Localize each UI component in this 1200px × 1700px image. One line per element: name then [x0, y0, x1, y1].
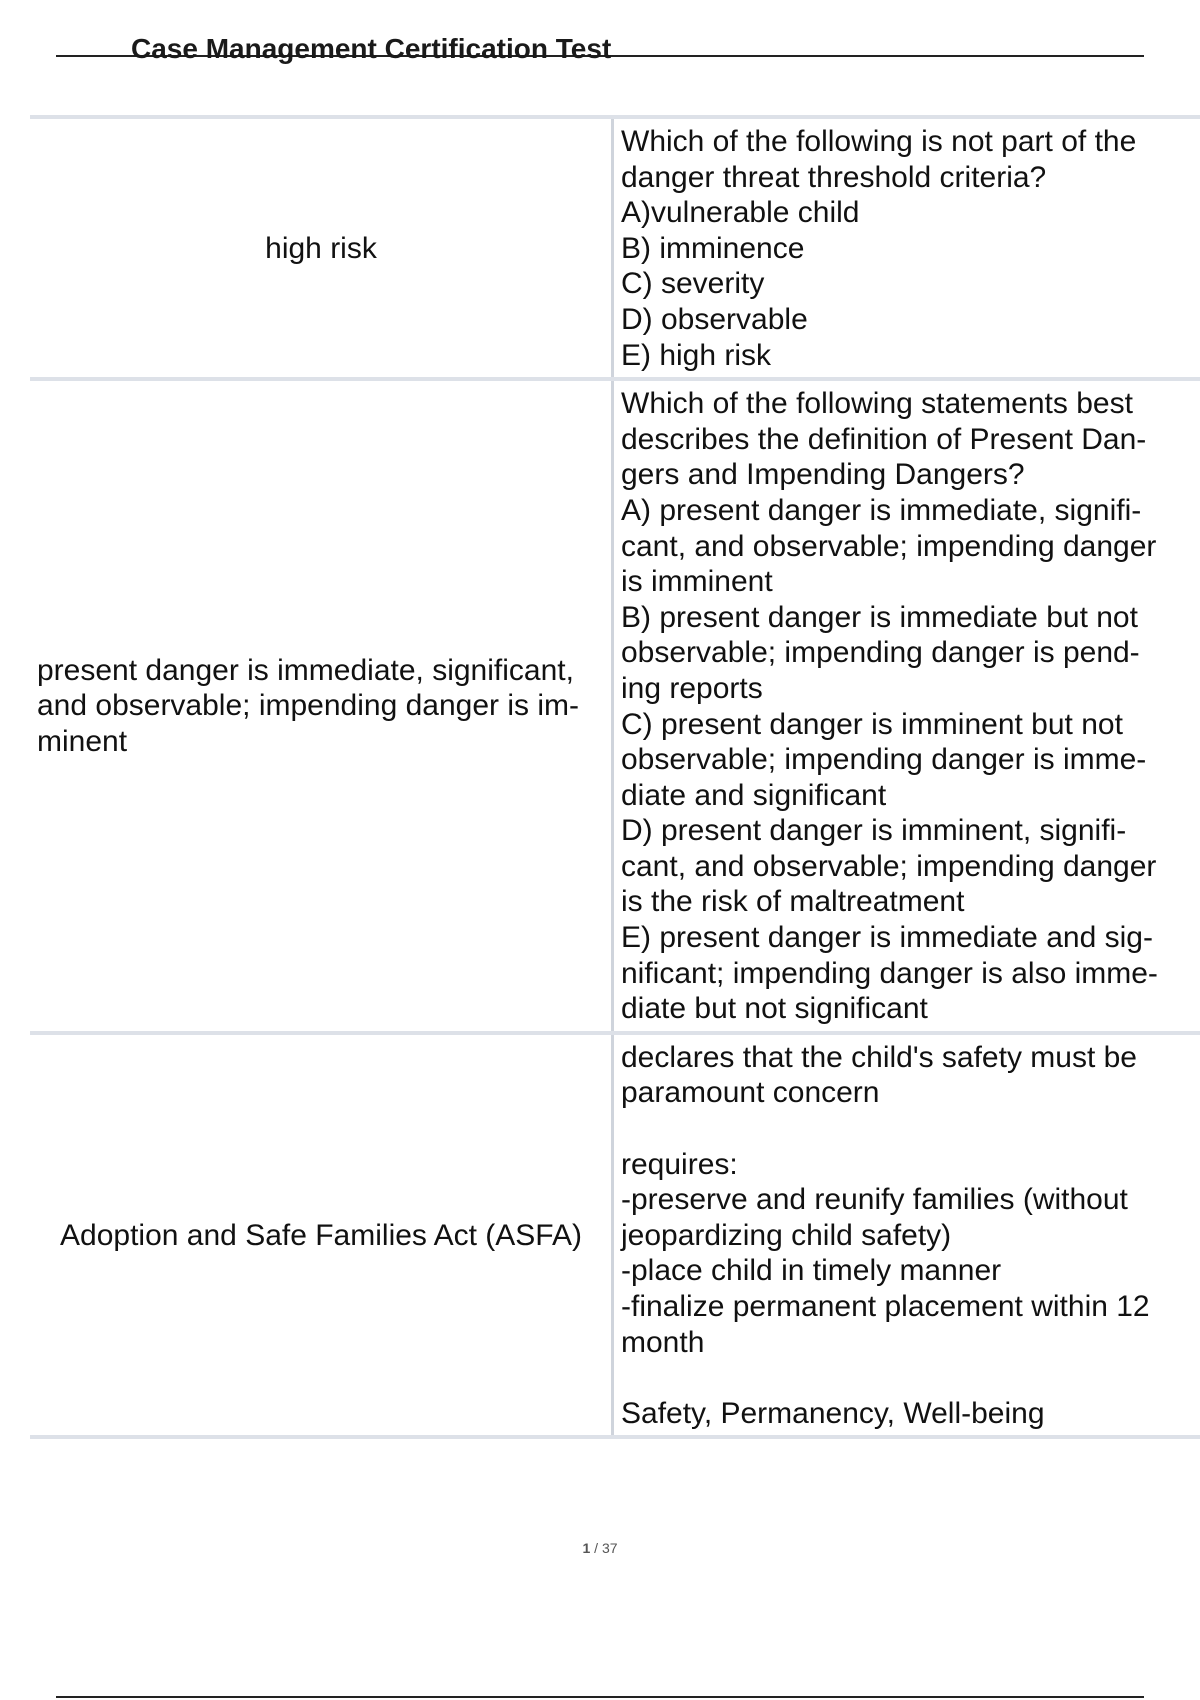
definition-line: A) present danger is immediate, signifi-: [621, 493, 1142, 527]
definition-line: describes the definition of Present Dan-: [621, 422, 1147, 456]
term-cell: [30, 381, 611, 1031]
flashcard-table: [30, 115, 1200, 1439]
definition-line: E) present danger is immediate and sig-: [621, 921, 1153, 955]
term-cell: [30, 119, 611, 377]
definition-line: [621, 1111, 1192, 1147]
definition-line: gers and Impending Dangers?: [621, 458, 1025, 492]
definition-line: D) observable: [621, 302, 808, 336]
page-current: 1: [582, 1540, 591, 1556]
term-text: high risk: [265, 231, 377, 265]
definition-line: ing reports: [621, 671, 763, 705]
definition-line: cant, and observable; impending danger: [621, 849, 1157, 883]
definition-line: C) present danger is imminent but not: [621, 707, 1123, 741]
term-line: minent: [37, 724, 128, 758]
footer-rule: [56, 1696, 1144, 1698]
definition-line: -preserve and reunify families (without: [621, 1183, 1128, 1217]
definition-line: observable; impending danger is imme-: [621, 743, 1147, 777]
definition-line: Which of the following is not part of the: [621, 125, 1137, 158]
flashcard-row: [30, 1031, 1200, 1440]
definition-line: requires:: [621, 1147, 738, 1181]
definition-line: C) severity: [621, 267, 765, 301]
definition-line: -finalize permanent placement within 12: [621, 1290, 1150, 1323]
definition-line: observable; impending danger is pend-: [621, 636, 1140, 670]
definition-line: diate and significant: [621, 778, 887, 812]
definition-line: declares that the child's safety must be: [621, 1040, 1137, 1074]
definition-line: month: [621, 1325, 705, 1359]
definition-line: D) present danger is imminent, signifi-: [621, 814, 1127, 848]
definition-line: [621, 1360, 1192, 1396]
page-separator: /: [590, 1540, 602, 1556]
definition-cell: [614, 119, 1200, 377]
definition-line: Which of the following statements best: [621, 387, 1133, 421]
definition-line: is the risk of maltreatment: [621, 885, 965, 919]
definition-line: is imminent: [621, 565, 773, 599]
definition-line: jeopardizing child safety): [621, 1218, 952, 1252]
term-text: Adoption and Safe Families Act (ASFA): [60, 1218, 582, 1252]
term-text: [37, 653, 579, 760]
document-title: Case Management Certification Test: [131, 33, 612, 64]
definition-line: paramount concern: [621, 1076, 880, 1110]
definition-line: E) high risk: [621, 338, 772, 372]
definition-line: -place child in timely manner: [621, 1254, 1002, 1288]
term-line: present danger is immediate, significant,: [37, 653, 574, 687]
definition-line: diate but not significant: [621, 992, 928, 1026]
page-total: 37: [601, 1540, 618, 1556]
page-indicator: [0, 1540, 1200, 1556]
definition-line: Safety, Permanency, Well-being: [621, 1396, 1045, 1430]
flashcard-row: [30, 377, 1200, 1031]
term-line: and observable; impending danger is im-: [37, 689, 579, 723]
definition-line: B) present danger is immediate but not: [621, 600, 1138, 634]
definition-line: nificant; impending danger is also imme-: [621, 956, 1158, 990]
definition-line: cant, and observable; impending danger: [621, 529, 1157, 563]
term-cell: [30, 1035, 611, 1436]
definition-cell: [614, 1035, 1200, 1436]
definition-line: danger threat threshold criteria?: [621, 160, 1047, 194]
flashcard-row: [30, 115, 1200, 377]
definition-line: A)vulnerable child: [621, 196, 860, 230]
definition-cell: [614, 381, 1200, 1031]
definition-line: B) imminence: [621, 231, 805, 265]
